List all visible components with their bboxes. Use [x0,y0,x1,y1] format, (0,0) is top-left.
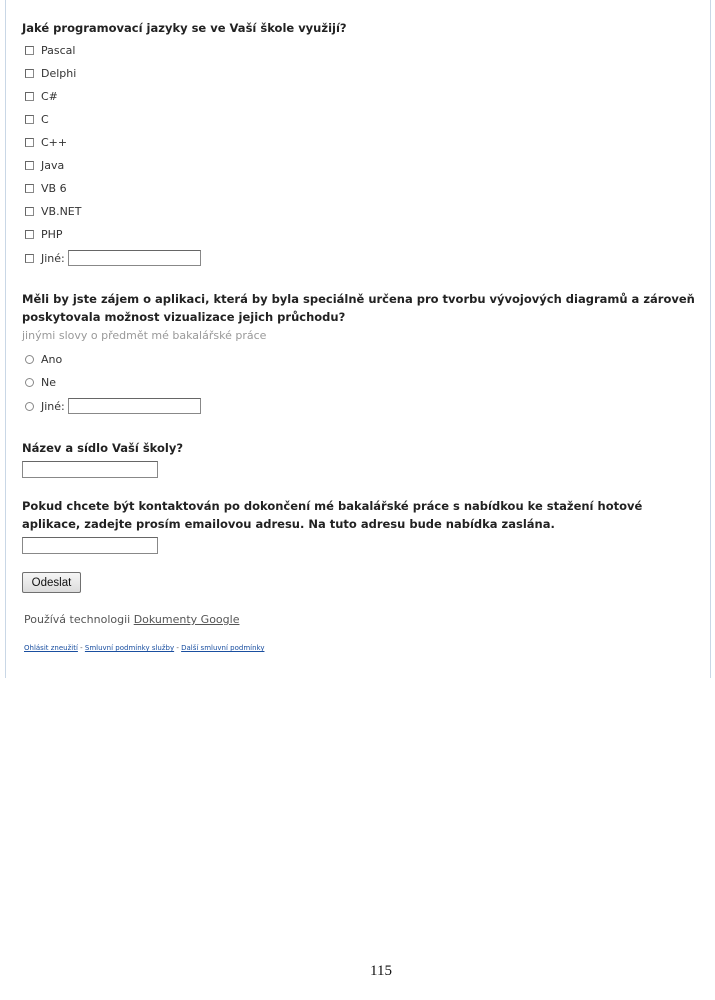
radio-button[interactable] [25,402,34,411]
option-label: VB.NET [41,204,82,218]
checkbox[interactable] [25,92,34,101]
checkbox[interactable] [25,254,34,263]
option-label: Jiné: [41,399,65,413]
option-label: Jiné: [41,251,65,265]
q2-help-text: jinými slovy o předmět mé bakalářské práce [22,329,267,342]
q2-title: Měli by jste zájem o aplikaci, která by byla speciálně určena pro tvorbu vývojových diagramů a zároveň poskytovala možnost vizualizace jejich průchodu? [22,292,695,324]
radio-button[interactable] [25,355,34,364]
school-name-input[interactable] [22,461,158,478]
q1-other-input[interactable] [68,250,201,266]
powered-by [24,613,239,626]
checkbox[interactable] [25,69,34,78]
option-label: Pascal [41,43,76,57]
q1-title: Jaké programovací jazyky se ve Vaší škole využijí? [22,21,347,35]
option-label: C# [41,89,58,103]
checkbox[interactable] [25,138,34,147]
q1-option-delphi[interactable] [25,66,76,80]
footer-separator: - [77,644,85,652]
footer-separator: - [174,644,182,652]
email-input[interactable] [22,537,158,554]
terms-of-service-link[interactable]: Smluvní podmínky služby [84,644,175,652]
footer-links [24,644,264,652]
powered-by-text: Používá technologii [24,613,134,626]
option-label: PHP [41,227,63,241]
checkbox[interactable] [25,184,34,193]
q1-option-php[interactable] [25,227,63,241]
checkbox[interactable] [25,207,34,216]
q1-option-vbnet[interactable] [25,204,81,218]
q2-option-ano[interactable] [25,352,62,366]
option-label: Ano [41,352,63,366]
q1-option-cpp[interactable] [25,135,67,149]
q2-option-other[interactable] [25,399,201,413]
page-number: 115 [370,963,392,979]
checkbox[interactable] [25,46,34,55]
radio-button[interactable] [25,378,34,387]
q1-option-pascal[interactable] [25,43,75,57]
q1-option-java[interactable] [25,158,64,172]
q2-option-ne[interactable] [25,375,56,389]
report-abuse-link[interactable]: Ohlásit zneužití [24,644,78,652]
q1-option-other[interactable] [25,251,201,265]
option-label: Delphi [41,66,77,80]
q4-title: Pokud chcete být kontaktován po dokončení mé bakalářské práce s nabídkou ke stažení hotové aplikace, zadejte prosím emailovou adresu. Na tuto adresu bude nabídka zaslána. [22,499,643,531]
option-label: VB 6 [41,181,67,195]
q1-option-c[interactable] [25,112,49,126]
option-label: Java [41,158,65,172]
checkbox[interactable] [25,161,34,170]
option-label: C [41,112,49,126]
additional-terms-link[interactable]: Další smluvní podmínky [181,644,265,652]
q2-other-input[interactable] [68,398,201,414]
q1-option-csharp[interactable] [25,89,58,103]
option-label: Ne [41,375,56,389]
google-docs-link[interactable]: Dokumenty Google [133,613,240,626]
submit-button[interactable]: Odeslat [22,572,81,593]
option-label: C++ [41,135,68,149]
q3-title: Název a sídlo Vaší školy? [22,441,184,455]
checkbox[interactable] [25,115,34,124]
checkbox[interactable] [25,230,34,239]
q1-option-vb6[interactable] [25,181,67,195]
